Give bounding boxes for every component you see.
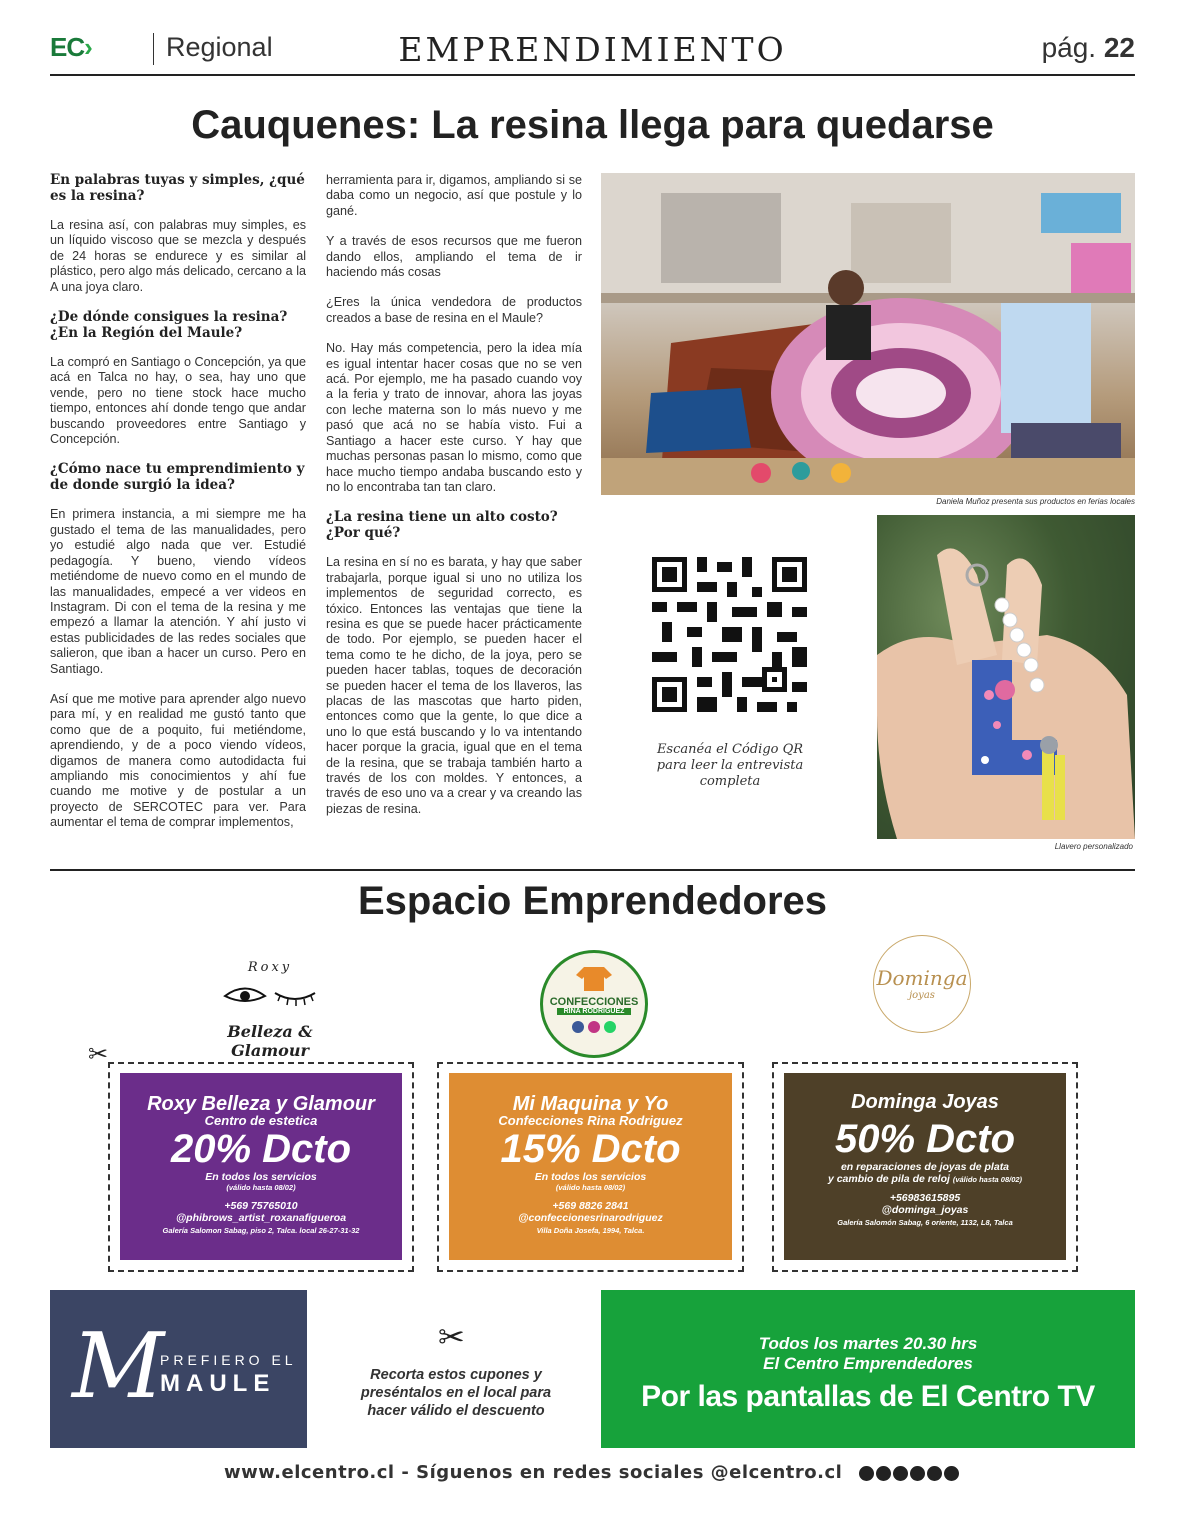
- maule-m-mark: M: [72, 1314, 165, 1419]
- eyes-icon: [220, 981, 320, 1011]
- qr-code[interactable]: [652, 557, 807, 712]
- coupon-service: en reparaciones de joyas de plata: [840, 1161, 1010, 1173]
- roxy-logo: Roxy Belleza & Glamour: [190, 960, 350, 1060]
- maule-line1: PREFIERO EL: [160, 1352, 297, 1368]
- youtube-icon[interactable]: [893, 1466, 908, 1481]
- coupon-discount: 20% Dcto: [170, 1127, 352, 1171]
- coupon-address: Galería Salomón Sabag, 6 oriente, 1132, L8, Talca: [837, 1218, 1013, 1227]
- footer-text[interactable]: www.elcentro.cl - Síguenos en redes sociales @elcentro.cl: [223, 1462, 843, 1483]
- whatsapp-icon: [604, 1021, 616, 1033]
- scissors-icon: ✂: [438, 1319, 465, 1355]
- section-divider: [50, 869, 1135, 871]
- article-paragraph: En primera instancia, a mi siempre me ha gustado el tema de las manualidades, pero yo estudié algo nada que ver. Estudié pedagogía. Y bueno, viendo vídeos metiéndome de nuevo como en el mundo de las manualidades, empecé a ver videos en Instagram. Di con el tema de la resina y me empezó a llamar la atención. Y ahí justo vi estas publicidades de las redes sociales que salieron, que iban a hacer un curso. Pero en Santiago.: [50, 507, 306, 676]
- photo-caption: Daniela Muñoz presenta sus productos en ferias locales: [936, 497, 1135, 506]
- article-question: ¿La resina tiene un alto costo? ¿Por qué?: [326, 509, 558, 541]
- article-paragraph: ¿Eres la única vendedora de productos creados a base de resina en el Maule?: [326, 295, 582, 325]
- coupon-instagram: @confeccionesrinarodriguez: [518, 1212, 663, 1224]
- article-column-1: [50, 173, 306, 846]
- article-paragraph: La resina en sí no es barata, y hay que saber trabajarla, porque igual si uno no utiliza los implementos de seguridad correcto, es tóxico. Entonces las ventajas que tiene la resina es que se puede hacer prácticamente de todo. Por ejemplo, se pueden hacer el tema como te he dicho, de la joya, pero se pueden hacer tablas, toques de decoración se pueden hacer el tema de los llaveros, las placas de las mascotas que harto piden, entonces como que la gente, lo que dice a uno lo que está buscando y lo va intentando hacer porque la gracia, igual que en el tema de la resina, que se trabaja también harto a través de los con moldes. Y entonces, a través de eso uno va a crear y va creando las piezas de resina.: [326, 555, 582, 816]
- coupon-subtitle: Centro de estetica: [204, 1113, 318, 1128]
- spotify-icon[interactable]: [927, 1466, 942, 1481]
- page-number: pág. 22: [1041, 32, 1135, 63]
- article-paragraph: herramienta para ir, digamos, ampliando si se daba como un negocio, así que postule y lo gané.: [326, 173, 582, 218]
- headline: Cauquenes: La resina llega para quedarse: [191, 103, 994, 147]
- article-column-2: [326, 173, 582, 832]
- logo: EC›: [50, 32, 92, 62]
- photo-vendor-stand: [601, 173, 1135, 495]
- maule-line2: MAULE: [160, 1370, 276, 1397]
- coupon-address: Villa Doña Josefa, 1994, Talca.: [536, 1226, 645, 1235]
- footer: [50, 1462, 1135, 1486]
- section-label: Regional: [166, 32, 273, 62]
- photo-caption: Llavero personalizado: [1054, 842, 1133, 851]
- article-paragraph: La compró en Santiago o Concepción, ya que acá en Talca no hay, o sea, hay uno que vende, pero no tiene stock hace mucho tiempo, entonces ahí donde tengo que andar buscando proveedores entre Santiago y Concepción.: [50, 355, 306, 447]
- coupon-discount: 50% Dcto: [834, 1117, 1016, 1161]
- coupon-service: En todos los servicios: [205, 1171, 317, 1183]
- article-paragraph: Así que me motive para aprender algo nuevo para mí, y en realidad me gustó tanto que como que de a poquito, fui metiéndome, aprendiendo, y de a poco viendo vídeos, digamos de manera como autodidacta fui ampliando mis conocimientos y ahí fue cuando me motive y de postular a un proyecto de SERCOTEC para ver. Para aumentar el tema de comprar implementos,: [50, 691, 306, 830]
- twitter-icon[interactable]: [910, 1466, 925, 1481]
- coupon-discount: 15% Dcto: [500, 1127, 681, 1171]
- facebook-icon: [572, 1021, 584, 1033]
- article-question: En palabras tuyas y simples, ¿qué es la resina?: [50, 172, 305, 204]
- instagram-icon: [588, 1021, 600, 1033]
- coupon-address: Galería Salomon Sabag, piso 2, Talca. local 26-27-31-32: [162, 1226, 360, 1235]
- instagram-icon[interactable]: [876, 1466, 891, 1481]
- el-centro-tv-banner: [601, 1290, 1135, 1448]
- coupon-validity: (válido hasta 08/02): [555, 1183, 626, 1192]
- shirt-icon: [574, 965, 614, 991]
- photo-keychain: [877, 515, 1135, 839]
- coupon-phone: +569 8826 2841: [552, 1200, 629, 1212]
- qr-instruction: Escanéa el Código QR para leer la entrevista completa: [656, 742, 804, 789]
- tv-tagline: Por las pantallas de El Centro TV: [641, 1380, 1095, 1413]
- tiktok-icon[interactable]: [944, 1466, 959, 1481]
- social-icons[interactable]: [859, 1465, 961, 1486]
- coupon-phone: +56983615895: [889, 1192, 961, 1204]
- coupon-instagram: @dominga_joyas: [881, 1204, 969, 1216]
- article-paragraph: Y a través de esos recursos que me fueron dando ellos, ampliando el tema de ir haciendo más cosas: [326, 234, 582, 280]
- article-question: ¿Cómo nace tu emprendimiento y de donde surgió la idea?: [50, 461, 305, 493]
- dominga-logo: Dominga joyas: [873, 935, 971, 1033]
- coupon-roxy[interactable]: [108, 1062, 414, 1272]
- tv-schedule: Todos los martes 20.30 hrs: [758, 1334, 978, 1353]
- section-title: Espacio Emprendedores: [357, 879, 828, 923]
- coupon-service-line2: y cambio de pila de reloj (válido hasta 08/02): [827, 1173, 1023, 1185]
- coupon-instagram: @phibrows_artist_roxanafigueroa: [175, 1212, 347, 1224]
- confecciones-logo: CONFECCIONES RINA RODRIGUEZ: [540, 950, 648, 1058]
- kicker: EMPRENDIMIENTO: [398, 30, 787, 69]
- coupon-name: Mi Maquina y Yo: [512, 1093, 669, 1115]
- tv-program: El Centro Emprendedores: [763, 1354, 973, 1373]
- page-header: [50, 30, 1135, 76]
- coupon-instructions: Recorta estos cupones y preséntalos en el local para hacer válido el descuento: [360, 1367, 552, 1419]
- facebook-icon[interactable]: [859, 1466, 874, 1481]
- article-paragraph: No. Hay más competencia, pero la idea mía es igual intentar hacer cosas que no se ven acá. Por ejemplo, me ha pasado cuando voy a la feria y trato de innovar, ahora las joyas con leche materna son lo más nuevo y me pasó que acá no se había visto. Fui a Santiago a hacer este curso. Y hay que muchas personas pasan lo mismo, como que hace mucho tiempo andaba buscando esto y no lo encontraba tan tan claro.: [326, 341, 582, 494]
- coupon-subtitle: Confecciones Rina Rodriguez: [498, 1113, 683, 1128]
- scissors-icon: ✂: [88, 1041, 109, 1068]
- coupon-service: En todos los servicios: [534, 1171, 647, 1183]
- coupon-phone: +569 75765010: [224, 1200, 298, 1212]
- coupon-mi-maquina[interactable]: [437, 1062, 744, 1272]
- article-question: ¿De dónde consigues la resina? ¿En la Región del Maule?: [50, 309, 288, 341]
- coupon-dominga[interactable]: [772, 1062, 1078, 1272]
- article-paragraph: La resina así, con palabras muy simples, es un líquido viscoso que se mezcla y después de 24 horas se endurece y es similar al plástico, pero algo más delicado, cercano a la A una joya claro.: [50, 218, 306, 294]
- prefiero-el-maule-banner: [50, 1290, 307, 1448]
- coupon-validity: (válido hasta 08/02): [226, 1183, 296, 1192]
- coupon-name: Dominga Joyas: [851, 1091, 999, 1113]
- coupon-name: Roxy Belleza y Glamour: [147, 1093, 375, 1115]
